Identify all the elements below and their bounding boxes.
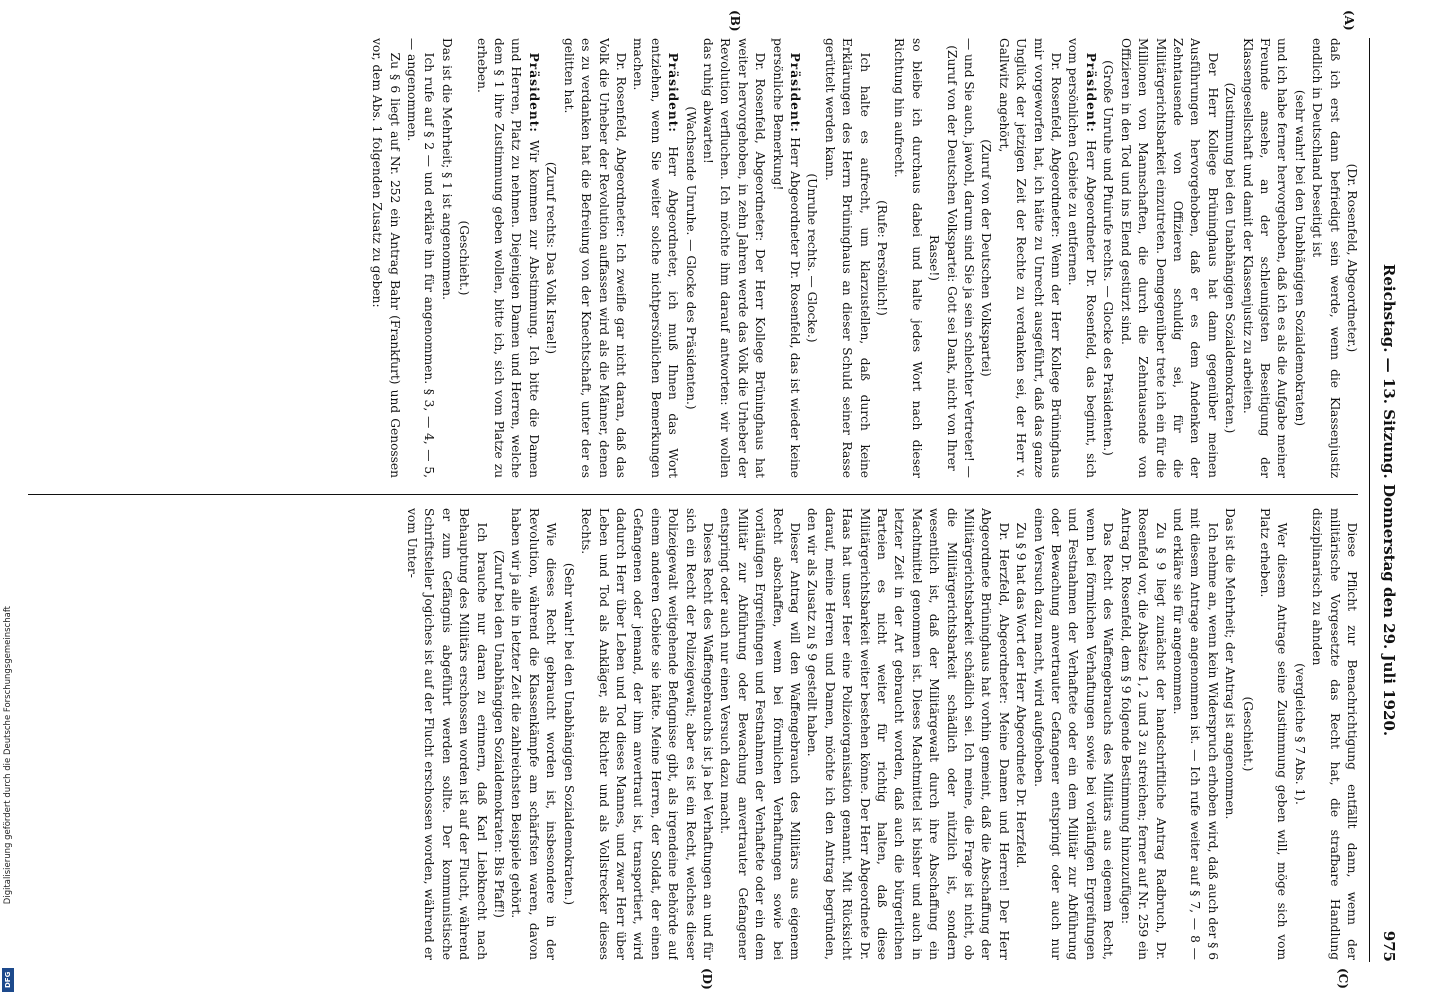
speaker-label: Präsident:	[788, 52, 802, 133]
paragraph	[1221, 508, 1238, 960]
paragraph-text: Ich brauche nur daran zu erinnern, daß Karl Liebknecht nach Behauptung des Militärs erschossen worden ist auf der Flucht, während er zum Gefängnis abgeführt werden sollte. Der kommunistische Schriftsteller Jogiches ist auf der Flucht erschossen worden, während er vom Unter-	[405, 508, 489, 960]
paragraph	[437, 38, 454, 478]
text-column-left	[10, 38, 1360, 478]
paragraph-text: (Zustimmung bei den Unabhängigen Sozialdemokraten.)	[1223, 82, 1238, 434]
paragraph-text: (sehr wahr! bei den Unabhängigen Sozialdemokraten)	[1292, 89, 1307, 427]
header-title: Reichstag. — 13. Sitzung. Donnerstag den 29. Juli 1920.	[1380, 263, 1398, 737]
paragraph-text: (Zuruf von der Deutschen Volkspartei: Gott sei Dank, nicht von Ihrer Rasse!)	[927, 45, 959, 471]
speaker-label: Präsident:	[526, 52, 541, 133]
paragraph	[1256, 508, 1291, 960]
paragraph	[472, 38, 542, 478]
paragraph	[768, 38, 803, 478]
paragraph	[803, 38, 820, 478]
paragraph-text: — und Sie auch, jawohl, darum sind Sie ja sein schlechter Vertreter! —	[962, 38, 977, 478]
paragraph-text: (Zuruf von der Deutschen Volkspartei)	[979, 139, 994, 377]
paragraph-text: Wer diesem Antrage seine Zustimmung geben will, möge sich vom Platz erheben.	[1257, 508, 1290, 960]
margin-mark-d: (D)	[700, 968, 714, 990]
paragraph	[1221, 38, 1238, 478]
paragraph	[1012, 508, 1029, 960]
paragraph	[699, 38, 769, 478]
paragraph	[403, 38, 438, 478]
paragraph-text: (Sehr wahr! bei den Unabhängigen Sozialdemokraten.)	[561, 562, 576, 906]
paragraph	[1029, 508, 1116, 960]
paragraph	[1308, 38, 1343, 478]
paragraph	[559, 38, 629, 478]
paragraph-text: Dr. Rosenfeld, Abgeordneter: Wenn der Herr Kollege Brüninghaus mir vorgeworfen hat, ich hätte zu Unrecht ausgeführt, daß das ganze Unglück der jetzigen Zeit der Rechte zu verdanken sei, der Herr v. Gallwitz angehört,	[996, 38, 1064, 478]
paragraph-text: (Unruhe rechts. — Glocke.)	[805, 173, 820, 343]
column-divider	[28, 494, 1358, 495]
paragraph	[507, 508, 559, 960]
paragraph-text: Das Recht des Waffengebrauchs des Militärs aus eigenem Recht, wenn bei förmlichen Verhaftungen sowie bei vorläufigen Ergreifungen und Festnahmen der Verhaftete oder ein dem Militär zur Abführung oder Bewachung anvertrauter Gefangener entspringt oder auch nur einen Versuch dazu macht, wird aufgehoben.	[1031, 508, 1116, 960]
paragraph	[455, 38, 472, 478]
paragraph-text: Wir kommen zur Abstimmung. Ich bitte die Damen und Herren, Platz zu nehmen. Diejenigen Damen und Herren, welche dem § 1 ihre Zustimmung geben wollen, bitte ich, sich vom Platze zu erheben.	[474, 38, 541, 478]
paragraph-text: (Zuruf rechts: Das Volk Israel!)	[544, 161, 559, 355]
paragraph-text: Dr. Herzfeld, Abgeordneter: Meine Damen und Herren! Der Herr Abgeordnete Brüninghaus hat vorhin gemeint, daß die Abschaffung der Militärgerichtsbarkeit schädlich sei. Ich meine, die Frage ist nicht, ob die Militärgerichtsbarkeit schädlich oder nützlich ist, sondern wesentlich ist, daß der Militärgewalt durch ihre Abschaffung ein Machtmittel genommen ist. Dieses Machtmittel ist bisher und auch in letzter Zeit in der Art gebraucht worden, daß auch die bürgerlichen Parteien es nicht weiter für richtig halten, daß diese Militärgerichtsbarkeit weiter bestehen könne. Der Herr Abgeordnete Dr. Haas hat unser Heer eine Polizeiorganisation genannt. Mit Rücksicht darauf, meine Herren und Damen, möchte ich den Antrag begründen, den wir als Zusatz zu § 9 gestellt haben.	[805, 508, 1011, 960]
paragraph-text: Ich rufe auf § 2 — und erkläre ihn für angenommen. § 3, — 4, — 5, — angenommen.	[405, 38, 437, 478]
margin-mark-a: (A)	[1342, 10, 1356, 31]
paragraph	[1238, 38, 1290, 478]
paragraph-text: so bleibe ich durchaus dabei und halte jedes Wort nach dieser Richtung hin aufrecht.	[892, 38, 924, 478]
paragraph	[681, 38, 698, 478]
paragraph-text: Das ist die Mehrheit; der Antrag ist angenommen.	[1223, 508, 1238, 820]
paragraph	[559, 508, 576, 960]
paragraph-text: Dr. Rosenfeld, Abgeordneter: Der Herr Kollege Brüninghaus hat weiter hervorgehoben, in zehn Jahren werde das Volk die Urheber der Revolution verfluchen. Ich möchte ihm darauf antworten: wir wollen das ruhig abwarten!	[700, 38, 768, 478]
paragraph	[890, 38, 925, 478]
paragraph	[820, 38, 872, 478]
paragraph	[1290, 508, 1307, 960]
paragraph-text: Dieses Recht des Waffengebrauchs ist ja bei Verhaftungen an und für sich ein Recht der Polizeigewalt; aber es ist ein Recht, welches dieser Polizeigewalt weitgehende Befugnisse gibt, als irgendeine Behörde auf einem anderen Gebiete sie hätte. Meine Herren, der Soldat, der einen Gefangenen oder jemand, der ihm anvertraut ist, transportiert, wird dadurch Herr über Leben und Tod dieses Mannes, und zwar Herr über Leben und Tod als Ankläger, als Richter und als Vollstrecker dieses Rechts.	[579, 508, 715, 960]
paragraph-text: und ich habe ferner hervorgehoben, daß ich es als die Aufgabe meiner Freunde ansehe, an der schleunigsten Beseitigung der Klassengesellschaft und damit der Klassenjustiz zu arbeiten.	[1240, 38, 1290, 478]
paragraph	[490, 508, 507, 960]
paragraph	[403, 508, 490, 960]
paragraph-text: (Geschieht.)	[1240, 696, 1255, 772]
paragraph	[960, 38, 977, 478]
margin-mark-b: (B)	[728, 10, 742, 32]
paragraph-text: Dieser Antrag will den Waffengebrauch des Militärs aus eigenem Recht abschaffen, wenn bei förmlichen Verhaftungen sowie bei vorläufigen Ergreifungen und Festnahmen der Verhaftete oder ein dem Militär zur Abführung oder Bewachung anvertrauter Gefangener entspringt oder auch nur einen Versuch dazu macht.	[718, 508, 802, 960]
paragraph-text: Dr. Rosenfeld, Abgeordneter: Ich zweifle gar nicht daran, daß das Volk die Urheber der Revolution auffassen wird als die Männer, denen es zu verdanken hat die Befreiung von der Knechtschaft, unter der es gelitten hat.	[561, 38, 628, 478]
paragraph-text: Herr Abgeordneter Dr. Rosenfeld, das beginnt, sich vom persönlichen Gebiete zu entfernen.	[1066, 38, 1098, 478]
paragraph	[1116, 38, 1220, 478]
paragraph-text: Das ist die Mehrheit; § 1 ist angenommen.	[439, 38, 454, 300]
paragraph	[1169, 508, 1221, 960]
paragraph-text: Wie dieses Recht gebraucht worden ist, insbesondere in der Revolution, während die Klassenkämpfe am schärfsten waren, davon haben wir ja alle in letzter Zeit die zahlreichsten Beispiele gehört.	[509, 508, 559, 960]
paragraph-text: Diese Pflicht zur Benachrichtigung entfällt dann, wenn der militärische Vorgesetzte das Recht hat, die strafbare Handlung disziplinarisch zu ahnden	[1310, 508, 1359, 960]
paragraph-text: (Wachsende Unruhe. — Glocke des Präsidenten.)	[683, 106, 698, 410]
margin-mark-c: (C)	[1336, 968, 1350, 989]
paragraph-text: (Große Unruhe und Pfuirufe rechts. — Glocke des Präsidenten.)	[1101, 60, 1116, 456]
paragraph-text: daß ich erst dann befriedigt sein werde, wenn die Klassenjustiz endlich in Deutschland beseitigt ist	[1310, 38, 1342, 478]
paragraph	[368, 38, 403, 478]
paragraph	[925, 38, 960, 478]
paragraph-text: Zu § 9 hat das Wort der Herr Abgeordnete Dr. Herzfeld.	[1014, 522, 1029, 869]
paragraph-text: Herr Abgeordneter, ich muß Ihnen das Wort entziehen, wenn Sie weiter solche nichtpersönlichen Bemerkungen machen.	[631, 38, 681, 478]
paragraph	[873, 38, 890, 478]
paragraph	[1116, 508, 1168, 960]
paragraph-text: Zu § 9 liegt zunächst der handschriftliche Antrag Radbruch, Dr. Rosenfeld vor, die Absätze 1, 2 und 3 zu streichen; ferner auf Nr. 259 ein Antrag Dr. Rosenfeld, dem § 9 folgende Bestimmung hinzuzufügen:	[1118, 508, 1168, 960]
paragraph	[803, 508, 1012, 960]
paragraph-text: Ich halte es aufrecht, um klarzustellen, daß durch keine Erklärungen des Herrn Brüninghaus an dieser Schuld seiner Rasse gerüttelt werden kann.	[822, 38, 872, 478]
paragraph	[1290, 38, 1307, 478]
paragraph	[542, 38, 559, 478]
paragraph-text: (Zuruf bei den Unabhängigen Sozialdemokraten: Bis Pfaff!)	[492, 549, 507, 918]
header-rule	[1369, 38, 1370, 962]
text-column-right	[10, 508, 1360, 960]
digitization-credit: Digitalisierung gefördert durch die Deutsche Forschungsgemeinschaft	[3, 606, 13, 905]
paragraph-text: (Dr. Rosenfeld, Abgeordneter.)	[1345, 163, 1359, 353]
paragraph	[629, 38, 681, 478]
paragraph-text: (Geschieht.)	[457, 220, 472, 296]
speaker-label: Präsident:	[666, 52, 681, 133]
paragraph	[994, 38, 1064, 478]
page-number: 975	[1380, 930, 1398, 962]
paragraph	[577, 508, 716, 960]
paragraph-text: Der Herr Kollege Brüninghaus hat dann gegenüber meinen Ausführungen hervorgehoben, daß er es dem Andenken der Zehntausende von Offizieren schuldig sei, für die Militärgerichtsbarkeit einzutreten. Demgegenüber trete ich ein für die Millionen von Mannschaften, die durch die Zehntausende von Offizieren in den Tod und ins Elend gestürzt sind.	[1118, 38, 1220, 478]
paragraph	[1064, 38, 1099, 478]
paragraph	[1099, 38, 1116, 478]
speaker-label: Präsident:	[1083, 52, 1098, 133]
paragraph	[1343, 38, 1360, 478]
paragraph-text: (Rufe: Persönlich!)	[875, 200, 890, 316]
paragraph-text: Herr Abgeordneter Dr. Rosenfeld, das ist wieder keine persönliche Bemerkung!	[770, 38, 802, 478]
page-header	[1372, 38, 1398, 962]
paragraph-text: (vergleiche § 7 Abs. 1).	[1292, 663, 1307, 805]
paragraph	[716, 508, 803, 960]
paragraph	[1238, 508, 1255, 960]
paragraph	[977, 38, 994, 478]
paragraph-text: Ich nehme an, wenn kein Widerspruch erhoben wird, daß auch der § 6 mit diesem Antrage angenommen ist. — Ich rufe weiter auf § 7, — 8 — und erkläre sie für angenommen.	[1170, 508, 1220, 960]
paragraph-text: Zu § 6 liegt auf Nr. 252 ein Antrag Bahr (Frankfurt) und Genossen vor, dem Abs. 1 folgenden Zusatz zu geben:	[370, 38, 402, 478]
paragraph	[1308, 508, 1360, 960]
dfg-logo: DFG	[2, 968, 14, 992]
